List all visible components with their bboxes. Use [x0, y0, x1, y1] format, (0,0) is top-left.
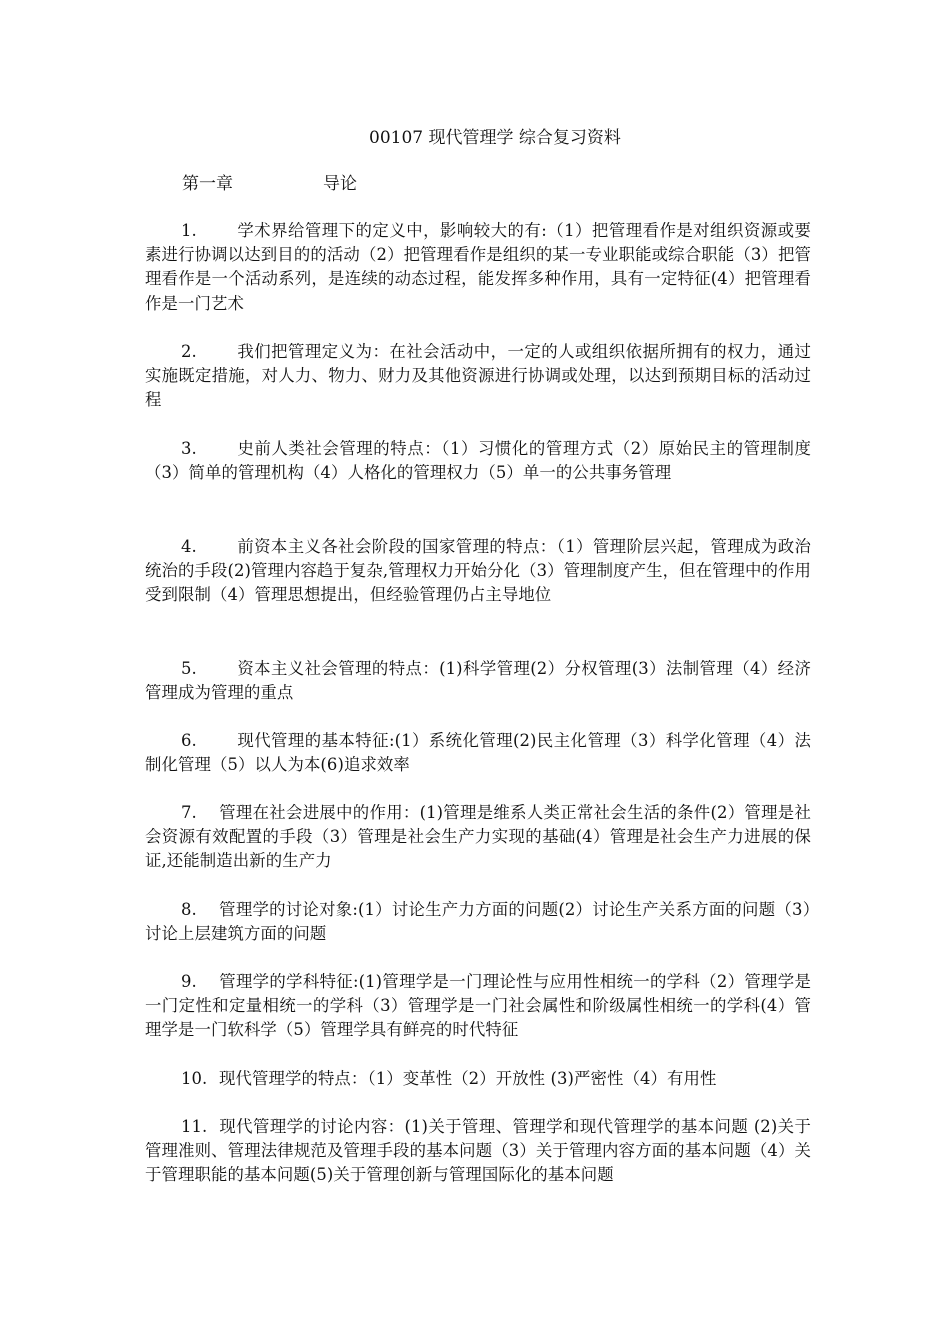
list-item: [145, 1067, 811, 1091]
item-text: 前资本主义各社会阶段的国家管理的特点：（1）管理阶层兴起，管理成为政治统治的手段(2)管理内容趋于复杂,管理权力开始分化（3）管理制度产生，但在管理中的作用受到限制（4）管理思想提出，但经验管理仍占主导地位: [145, 537, 811, 605]
item-text: 我们把管理定义为：在社会活动中，一定的人或组织依据所拥有的权力，通过实施既定措施，对人力、物力、财力及其他资源进行协调或处理，以达到预期目标的活动过程: [145, 342, 811, 410]
list-item: [145, 437, 811, 485]
item-number: 7.: [181, 803, 197, 822]
item-text: 资本主义社会管理的特点：(1)科学管理(2）分权管理(3）法制管理（4）经济管理成为管理的重点: [145, 659, 811, 703]
list-item: [145, 219, 811, 316]
list-item: [145, 801, 811, 874]
list-item: [145, 535, 811, 608]
chapter-label: 第一章: [182, 174, 233, 194]
list-item: [145, 1115, 811, 1188]
list-item: [145, 970, 811, 1043]
item-number: 1.: [181, 221, 197, 240]
item-number: 5.: [181, 659, 197, 678]
item-number: 4.: [181, 537, 197, 556]
item-number: 11.: [181, 1117, 208, 1136]
list-item: [145, 340, 811, 413]
chapter-heading: [182, 172, 357, 196]
item-text: 学术界给管理下的定义中，影响较大的有:（1）把管理看作是对组织资源或要素进行协调以达到目的的活动（2）把管理看作是组织的某一专业职能或综合职能（3）把管理看作是一个活动系列，是连续的动态过程，能发挥多种作用，具有一定特征(4）把管理看作是一门艺术: [145, 221, 811, 313]
item-text: 史前人类社会管理的特点：（1）习惯化的管理方式（2）原始民主的管理制度（3）简单的管理机构（4）人格化的管理权力（5）单一的公共事务管理: [145, 439, 811, 483]
item-number: 3.: [181, 439, 197, 458]
item-number: 9.: [181, 972, 197, 991]
item-text: 现代管理的基本特征:(1）系统化管理(2)民主化管理（3）科学化管理（4）法制化管理（5）以人为本(6)追求效率: [145, 731, 811, 775]
list-item: [145, 729, 811, 777]
item-text: 管理学的讨论对象:(1）讨论生产力方面的问题(2）讨论生产关系方面的问题（3）讨论上层建筑方面的问题: [145, 900, 811, 944]
document-title: 00107 现代管理学 综合复习资料: [369, 128, 621, 148]
item-text: 管理在社会进展中的作用：(1)管理是维系人类正常社会生活的条件(2）管理是社会资源有效配置的手段（3）管理是社会生产力实现的基础(4）管理是社会生产力进展的保证,还能制造出新的生产力: [145, 803, 811, 871]
item-text: 现代管理学的特点：（1）变革性（2）开放性 (3)严密性（4）有用性: [219, 1069, 717, 1088]
item-text: 管理学的学科特征:(1)管理学是一门理论性与应用性相统一的学科（2）管理学是一门定性和定量相统一的学科（3）管理学是一门社会属性和阶级属性相统一的学科(4）管理学是一门软科学（5）管理学具有鲜亮的时代特征: [145, 972, 811, 1040]
chapter-title: 导论: [323, 174, 357, 194]
item-text: 现代管理学的讨论内容：(1)关于管理、管理学和现代管理学的基本问题 (2)关于管理准则、管理法律规范及管理手段的基本问题（3）关于管理内容方面的基本问题（4）关于管理职能的基本问题(5)关于管理创新与管理国际化的基本问题: [145, 1117, 811, 1185]
list-item: [145, 898, 811, 946]
item-number: 2.: [181, 342, 197, 361]
item-number: 8.: [181, 900, 197, 919]
item-number: 10.: [181, 1069, 208, 1088]
list-item: [145, 657, 811, 705]
item-number: 6.: [181, 731, 197, 750]
